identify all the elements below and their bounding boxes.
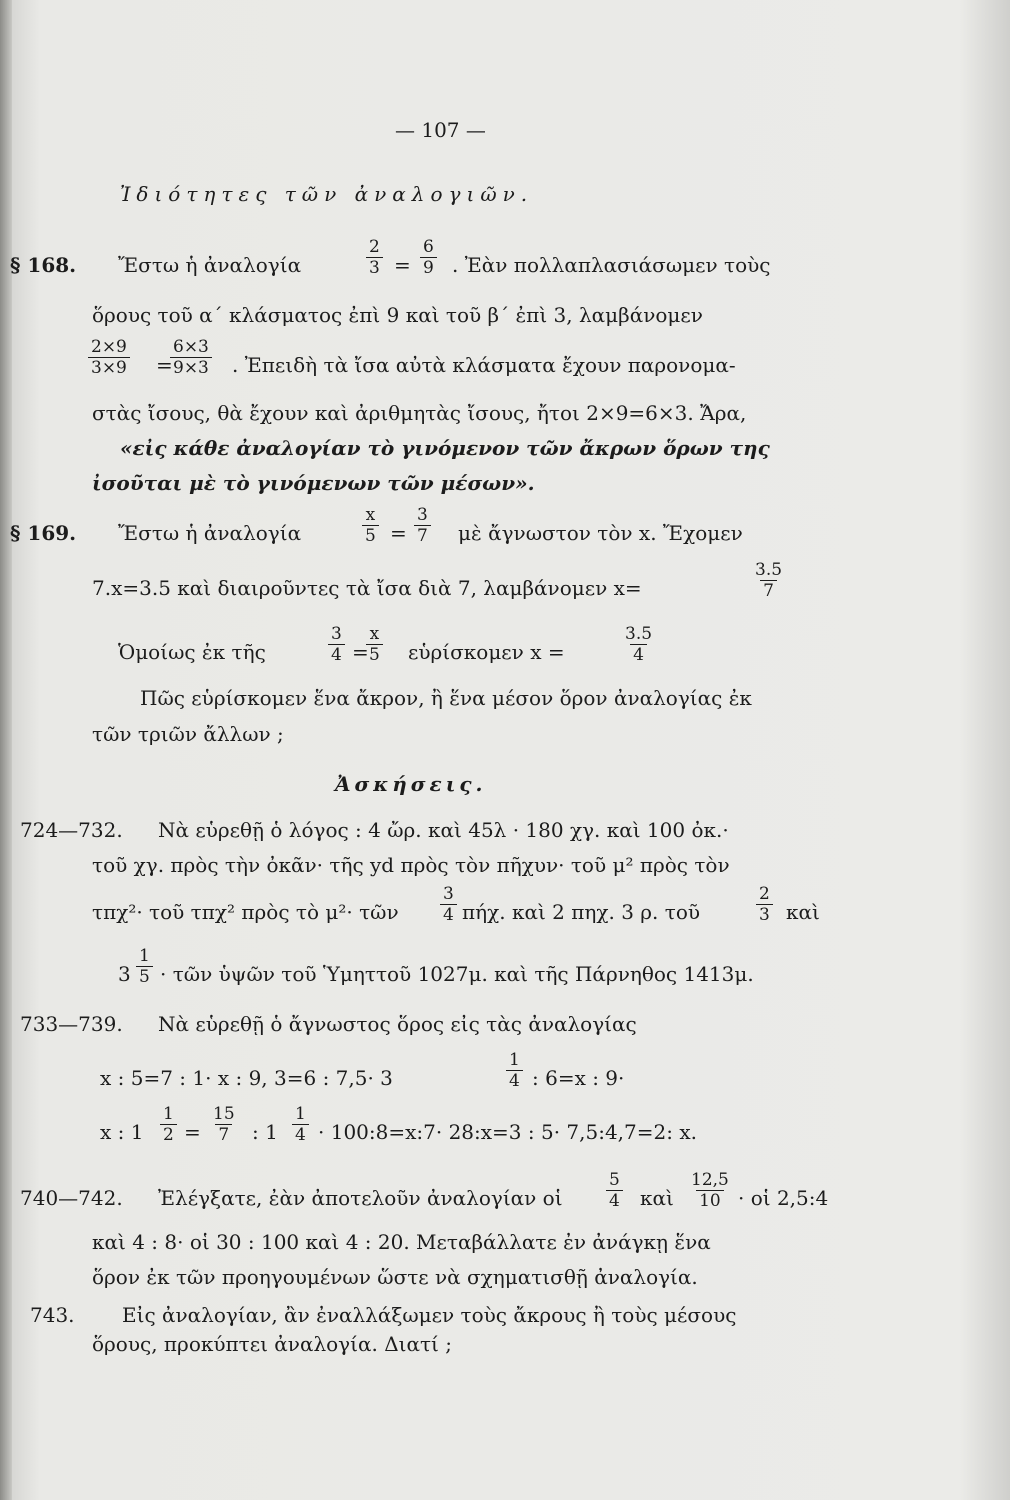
- ex733-line1: Νὰ εὑρεθῇ ὁ ἄγνωστος ὅρος εἰς τὰς ἀναλογίας: [158, 1012, 637, 1036]
- s168-line6: ἰσοῦται μὲ τὸ γινόμενων τῶν μέσων».: [92, 471, 535, 495]
- s168-line4: στὰς ἴσους, θὰ ἔχουν καὶ ἀριθμητὰς ἴσους, ἤτοι 2×9=6×3. Ἄρα,: [92, 401, 747, 425]
- denominator: 4: [328, 644, 345, 665]
- denominator: 4: [606, 1190, 623, 1211]
- ex733-line3a: x : 1: [100, 1120, 144, 1144]
- s168-frac2: [420, 237, 437, 278]
- numerator: 6: [423, 237, 434, 257]
- s168-label: § 168.: [10, 253, 77, 277]
- ex733-line3d: · 100:8=x:7· 28:x=3 : 5· 7,5:4,7=2: x.: [318, 1120, 697, 1144]
- numerator: 1: [509, 1050, 520, 1070]
- denominator: 7: [414, 525, 431, 546]
- numerator: 6×3: [173, 337, 209, 357]
- ex724-line2: τοῦ χγ. πρὸς τὴν ὀκᾶν· τῆς yd πρὸς τὸν πῆχυν· τοῦ μ² πρὸς τὸν: [92, 853, 730, 877]
- s169-line1b: μὲ ἄγνωστον τὸν x. Ἔχομεν: [458, 521, 743, 545]
- s168-line3: . Ἐπειδὴ τὰ ἴσα αὐτὰ κλάσματα ἔχουν παρονομα-: [232, 353, 736, 377]
- ex724-frac3: [136, 946, 153, 987]
- denominator: 5: [136, 966, 153, 987]
- numerator: 12,5: [691, 1170, 729, 1190]
- ex733-frac4: [292, 1104, 309, 1145]
- s169-line3b: εὑρίσκομεν x =: [408, 640, 565, 664]
- ex733-frac2: [160, 1104, 177, 1145]
- s168-line2: ὅρους τοῦ α΄ κλάσματος ἐπὶ 9 καὶ τοῦ β΄ ἐπὶ 3, λαμβάνομεν: [92, 303, 703, 327]
- ex743-line1: Εἰς ἀναλογίαν, ἂν ἐναλλάξωμεν τοὺς ἄκρους ἢ τοὺς μέσους: [122, 1303, 737, 1327]
- numerator: x: [369, 624, 380, 644]
- ex733-line2b: : 6=x : 9·: [532, 1066, 625, 1090]
- numerator: 3.5: [755, 560, 783, 580]
- ex724-line4a: 3: [118, 962, 131, 986]
- s169-frac3: [752, 560, 785, 601]
- s168-frac4: [170, 337, 212, 378]
- numerator: 1: [295, 1104, 306, 1124]
- section-heading: Ἰδιότητες τῶν ἀναλογιῶν.: [120, 182, 534, 206]
- denominator: 5: [366, 644, 383, 665]
- equals-sign: =: [390, 521, 407, 545]
- ex724-frac1: [440, 884, 457, 925]
- s168-frac3: [88, 337, 130, 378]
- ex740-frac2: [688, 1170, 732, 1211]
- ex733-label: 733—739.: [20, 1012, 123, 1036]
- denominator: 9×3: [170, 357, 212, 378]
- numerator: 1: [163, 1104, 174, 1124]
- exercises-heading: Ἀσκήσεις.: [335, 772, 487, 796]
- s169-frac4: [328, 624, 345, 665]
- numerator: 3.5: [625, 624, 653, 644]
- ex740-frac1: [606, 1170, 623, 1211]
- s169-frac5: [366, 624, 383, 665]
- denominator: 4: [292, 1124, 309, 1145]
- ex733-line2a: x : 5=7 : 1· x : 9, 3=6 : 7,5· 3: [100, 1066, 393, 1090]
- denominator: 4: [630, 644, 647, 665]
- numerator: 15: [213, 1104, 235, 1124]
- ex733-line3b: =: [184, 1120, 201, 1144]
- equals-sign: =: [156, 353, 173, 377]
- ex733-frac1: [506, 1050, 523, 1091]
- equals-sign: =: [394, 253, 411, 277]
- denominator: 7: [760, 580, 777, 601]
- s169-line3a: Ὁμοίως ἐκ τῆς: [118, 640, 266, 664]
- ex724-frac2: [756, 884, 773, 925]
- s168-frac1: [366, 237, 383, 278]
- s169-frac2: [414, 505, 431, 546]
- ex733-line3c: : 1: [252, 1120, 278, 1144]
- denominator: 9: [420, 257, 437, 278]
- denominator: 10: [696, 1190, 724, 1211]
- ex724-line3c: καὶ: [786, 900, 820, 924]
- denominator: 3: [366, 257, 383, 278]
- s169-line2: 7.x=3.5 καὶ διαιροῦντες τὰ ἴσα διὰ 7, λαμβάνομεν x=: [92, 576, 642, 600]
- numerator: 3: [417, 505, 428, 525]
- s169-line1a: Ἔστω ἡ ἀναλογία: [118, 521, 302, 545]
- ex724-line1: Νὰ εὑρεθῇ ὁ λόγος : 4 ὤρ. καὶ 45λ · 180 χγ. καὶ 100 ὀκ.·: [158, 818, 729, 842]
- ex743-label: 743.: [30, 1303, 75, 1327]
- numerator: 1: [139, 946, 150, 966]
- ex740-line2: καὶ 4 : 8· οἱ 30 : 100 καὶ 4 : 20. Μεταβάλλατε ἐν ἀνάγκῃ ἕνα: [92, 1230, 711, 1254]
- s168-line1b: . Ἐὰν πολλαπλασιάσωμεν τοὺς: [452, 253, 771, 277]
- numerator: 3: [331, 624, 342, 644]
- numerator: 2×9: [91, 337, 127, 357]
- numerator: 2: [369, 237, 380, 257]
- denominator: 4: [506, 1070, 523, 1091]
- s169-frac6: [622, 624, 655, 665]
- book-binding-edge: [0, 0, 12, 1500]
- numerator: 5: [609, 1170, 620, 1190]
- denominator: 3×9: [88, 357, 130, 378]
- ex740-line3: ὅρον ἐκ τῶν προηγουμένων ὥστε νὰ σχηματισθῇ ἀναλογία.: [92, 1265, 698, 1289]
- ex724-line3b: πήχ. καὶ 2 πηχ. 3 ρ. τοῦ: [462, 900, 701, 924]
- ex740-line1c: · οἱ 2,5:4: [738, 1186, 829, 1210]
- denominator: 3: [756, 904, 773, 925]
- numerator: 3: [443, 884, 454, 904]
- denominator: 4: [440, 904, 457, 925]
- s168-line5: «εἰς κάθε ἀναλογίαν τὸ γινόμενον τῶν ἄκρων ὅρων της: [120, 436, 770, 460]
- equals-sign: =: [352, 640, 369, 664]
- ex740-line1b: καὶ: [640, 1186, 674, 1210]
- s169-frac1: [362, 505, 379, 546]
- s169-label: § 169.: [10, 521, 77, 545]
- ex724-line3a: τπχ²· τοῦ τπχ² πρὸς τὸ μ²· τῶν: [92, 900, 399, 924]
- s169-line4: Πῶς εὑρίσκομεν ἕνα ἄκρον, ἢ ἕνα μέσον ὅρον ἀναλογίας ἐκ: [140, 686, 752, 710]
- numerator: 2: [759, 884, 770, 904]
- ex733-frac3: [210, 1104, 238, 1145]
- ex743-line2: ὅρους, προκύπτει ἀναλογία. Διατί ;: [92, 1332, 452, 1356]
- denominator: 5: [362, 525, 379, 546]
- ex740-label: 740—742.: [20, 1186, 123, 1210]
- ex724-label: 724—732.: [20, 818, 123, 842]
- ex740-line1a: Ἐλέγξατε, ἐὰν ἀποτελοῦν ἀναλογίαν οἱ: [158, 1186, 563, 1210]
- numerator: x: [365, 505, 376, 525]
- denominator: 7: [215, 1124, 232, 1145]
- s169-line5: τῶν τριῶν ἄλλων ;: [92, 722, 284, 746]
- page-number: — 107 —: [395, 118, 486, 142]
- s168-line1a: Ἔστω ἡ ἀναλογία: [118, 253, 302, 277]
- ex724-line4b: · τῶν ὑψῶν τοῦ Ὑμηττοῦ 1027μ. καὶ τῆς Πάρνηθος 1413μ.: [160, 962, 754, 986]
- denominator: 2: [160, 1124, 177, 1145]
